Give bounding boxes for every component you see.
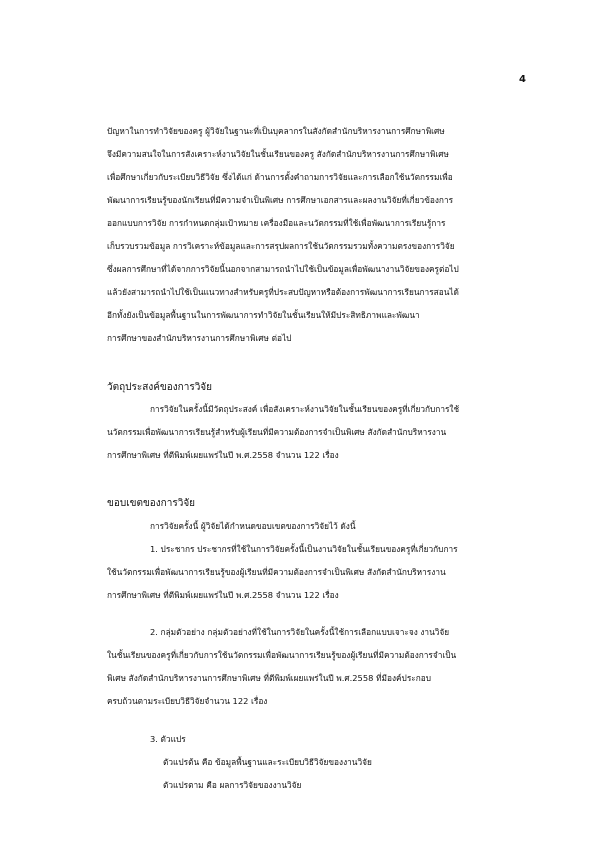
paragraph-line: ปัญหาในการทำวิจัยของครู ผู้วิจัยในฐานะที่เป็นบุคลากรในสังกัดสำนักบริหารงานการศึกษาพิเศษ [107, 126, 445, 136]
list-item-variables: 3. ตัวแปร [150, 734, 186, 744]
paragraph-line: การศึกษาพิเศษ ที่ตีพิมพ์เผยแพร่ในปี พ.ศ.2558 จำนวน 122 เรื่อง [107, 590, 339, 600]
paragraph-line: การวิจัยในครั้งนี้มีวัตถุประสงค์ เพื่อสังเคราะห์งานวิจัยในชั้นเรียนของครูที่เกี่ยวกับการใช้ [150, 404, 460, 414]
paragraph-line: การศึกษาพิเศษ ที่ตีพิมพ์เผยแพร่ในปี พ.ศ.2558 จำนวน 122 เรื่อง [107, 450, 339, 460]
paragraph-line: ครบถ้วนตามระเบียบวิธีวิจัยจำนวน 122 เรื่อง [107, 696, 268, 706]
section-heading-scope: ขอบเขตของการวิจัย [107, 498, 196, 509]
paragraph-line: เก็บรวบรวมข้อมูล การวิเคราะห์ข้อมูลและการสรุปผลการใช้นวัตกรรมรวมทั้งความตรงของการวิจัย [107, 241, 455, 251]
paragraph-line: พิเศษ สังกัดสำนักบริหารงานการศึกษาพิเศษ ที่ตีพิมพ์เผยแพร่ในปี พ.ศ.2558 ที่มีองค์ประกอบ [107, 673, 432, 683]
paragraph-line: พัฒนาการเรียนรู้ของนักเรียนที่มีความจำเป็นพิเศษ การศึกษาเอกสารและผลงานวิจัยที่เกี่ยวข้องการ [107, 195, 454, 205]
paragraph-line: ในชั้นเรียนของครูที่เกี่ยวกับการใช้นวัตกรรมเพื่อพัฒนาการเรียนรู้ของผู้เรียนที่มีความต้องการจำเป็น [107, 650, 457, 660]
paragraph-line: การศึกษาของสำนักบริหารงานการศึกษาพิเศษ ต่อไป [107, 333, 292, 343]
paragraph-line: จึงมีความสนใจในการสังเคราะห์งานวิจัยในชั้นเรียนของครู สังกัดสำนักบริหารงานการศึกษาพิเศษ [107, 149, 449, 159]
paragraph-line: ใช้นวัตกรรมเพื่อพัฒนาการเรียนรู้ของผู้เรียนที่มีความต้องการจำเป็นพิเศษ สังกัดสำนักบริหารงาน [107, 567, 446, 577]
paragraph-line: อีกทั้งยังเป็นข้อมูลพื้นฐานในการพัฒนาการทำวิจัยในชั้นเรียนให้มีประสิทธิภาพและพัฒนา [107, 310, 420, 320]
list-item-population: 1. ประชากร ประชากรที่ใช้ในการวิจัยครั้งนี้เป็นงานวิจัยในชั้นเรียนของครูที่เกี่ยวกับการ [150, 544, 458, 554]
paragraph-line: แล้วยังสามารถนำไปใช้เป็นแนวทางสำหรับครูที่ประสบปัญหาหรือต้องการพัฒนาการเรียนการสอนได้ [107, 287, 459, 297]
paragraph-line: ตัวแปรต้น คือ ข้อมูลพื้นฐานและระเบียบวิธีวิจัยของงานวิจัย [163, 757, 372, 767]
paragraph-line: นวัตกรรมเพื่อพัฒนาการเรียนรู้สำหรับผู้เรียนที่มีความต้องการจำเป็นพิเศษ สังกัดสำนักบริหารงาน [107, 427, 447, 437]
paragraph-line: เพื่อศึกษาเกี่ยวกับระเบียบวิธีวิจัย ซึ่งได้แก่ ด้านการตั้งคำถามการวิจัยและการเลือกใช้นวัตกรรมเพื่อ [107, 172, 453, 182]
paragraph-line: ตัวแปรตาม คือ ผลการวิจัยของงานวิจัย [163, 780, 302, 790]
section-heading-objectives: วัตถุประสงค์ของการวิจัย [107, 382, 213, 393]
page-number: 4 [519, 74, 526, 85]
list-item-sample: 2. กลุ่มตัวอย่าง กลุ่มตัวอย่างที่ใช้ในการวิจัยในครั้งนี้ใช้การเลือกแบบเจาะจง งานวิจัย [150, 627, 450, 637]
paragraph-line: ออกแบบการวิจัย การกำหนดกลุ่มเป้าหมาย เครื่องมือและนวัตกรรมที่ใช้เพื่อพัฒนาการเรียนรู้การ [107, 218, 446, 228]
paragraph-line: ซึ่งผลการศึกษาที่ได้จากการวิจัยนี้นอกจากสามารถนำไปใช้เป็นข้อมูลเพื่อพัฒนางานวิจัยของครูต่อไป [107, 264, 459, 274]
paragraph-line: การวิจัยครั้งนี้ ผู้วิจัยได้กำหนดขอบเขตของการวิจัยไว้ ดังนี้ [150, 521, 356, 531]
